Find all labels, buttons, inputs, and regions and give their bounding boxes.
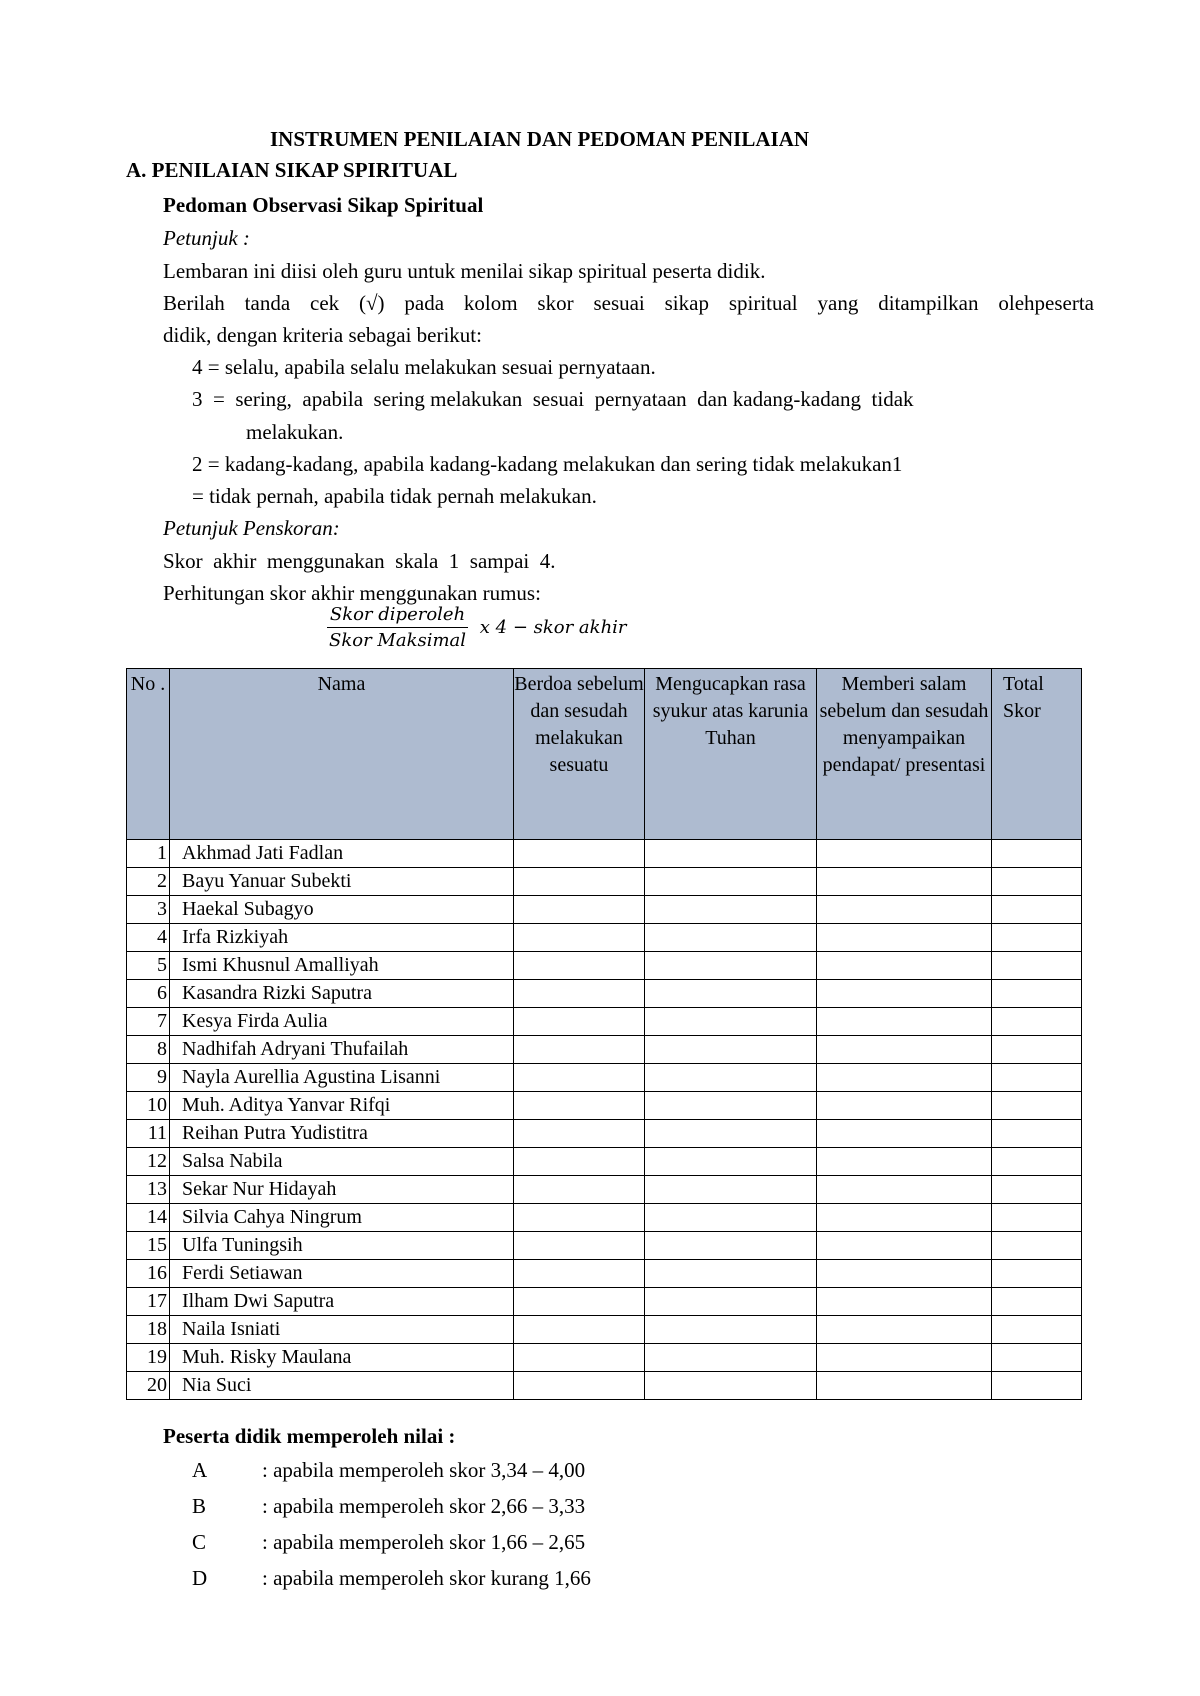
row-number: 20 bbox=[127, 1372, 170, 1400]
row-number: 2 bbox=[127, 868, 170, 896]
table-row bbox=[127, 1316, 1082, 1344]
student-name: Ismi Khusnul Amalliyah bbox=[170, 952, 514, 980]
total-score-cell bbox=[992, 924, 1082, 952]
berdoa-score-cell bbox=[514, 952, 645, 980]
table-header-row bbox=[127, 669, 1082, 840]
table-row bbox=[127, 1064, 1082, 1092]
berdoa-score-cell bbox=[514, 1008, 645, 1036]
row-number: 16 bbox=[127, 1260, 170, 1288]
formula-fraction bbox=[327, 604, 468, 651]
grade-text: : apabila memperoleh skor 2,66 – 3,33 bbox=[262, 1494, 586, 1518]
syukur-score-cell bbox=[645, 1344, 817, 1372]
syukur-score-cell bbox=[645, 1316, 817, 1344]
berdoa-score-cell bbox=[514, 1232, 645, 1260]
syukur-score-cell bbox=[645, 1008, 817, 1036]
row-number: 12 bbox=[127, 1148, 170, 1176]
row-number: 7 bbox=[127, 1008, 170, 1036]
header-nama: Nama bbox=[170, 669, 514, 840]
total-score-cell bbox=[992, 840, 1082, 868]
syukur-score-cell bbox=[645, 840, 817, 868]
salam-score-cell bbox=[817, 952, 992, 980]
student-name: Muh. Aditya Yanvar Rifqi bbox=[170, 1092, 514, 1120]
row-number: 6 bbox=[127, 980, 170, 1008]
syukur-score-cell bbox=[645, 1288, 817, 1316]
salam-score-cell bbox=[817, 840, 992, 868]
formula-numerator: Skor diperoleh bbox=[327, 604, 468, 628]
student-name: Irfa Rizkiyah bbox=[170, 924, 514, 952]
salam-score-cell bbox=[817, 980, 992, 1008]
instruction-line-1: Berilah tanda cek (√) pada kolom skor sesuai sikap spiritual yang ditampilkan olehpeserta bbox=[163, 291, 1094, 315]
syukur-score-cell bbox=[645, 1148, 817, 1176]
table-row bbox=[127, 1008, 1082, 1036]
row-number: 1 bbox=[127, 840, 170, 868]
student-name: Sekar Nur Hidayah bbox=[170, 1176, 514, 1204]
syukur-score-cell bbox=[645, 1036, 817, 1064]
row-number: 9 bbox=[127, 1064, 170, 1092]
row-number: 11 bbox=[127, 1120, 170, 1148]
header-syukur: Mengucapkan rasa syukur atas karunia Tuhan bbox=[645, 669, 817, 840]
salam-score-cell bbox=[817, 1176, 992, 1204]
grade-letter: B bbox=[192, 1494, 207, 1518]
berdoa-score-cell bbox=[514, 1204, 645, 1232]
student-name: Ilham Dwi Saputra bbox=[170, 1288, 514, 1316]
syukur-score-cell bbox=[645, 1372, 817, 1400]
total-score-cell bbox=[992, 868, 1082, 896]
syukur-score-cell bbox=[645, 1232, 817, 1260]
table-row bbox=[127, 1036, 1082, 1064]
formula-rest: x 4 − skor akhir bbox=[479, 617, 627, 638]
row-number: 4 bbox=[127, 924, 170, 952]
student-name: Bayu Yanuar Subekti bbox=[170, 868, 514, 896]
salam-score-cell bbox=[817, 1260, 992, 1288]
student-name: Ulfa Tuningsih bbox=[170, 1232, 514, 1260]
penskoran-label: Petunjuk Penskoran: bbox=[163, 516, 340, 540]
grade-letter: D bbox=[192, 1566, 208, 1590]
salam-score-cell bbox=[817, 1372, 992, 1400]
berdoa-score-cell bbox=[514, 1260, 645, 1288]
syukur-score-cell bbox=[645, 896, 817, 924]
row-number: 3 bbox=[127, 896, 170, 924]
total-score-cell bbox=[992, 980, 1082, 1008]
grade-text: : apabila memperoleh skor 3,34 – 4,00 bbox=[262, 1458, 586, 1482]
berdoa-score-cell bbox=[514, 1344, 645, 1372]
table-row bbox=[127, 952, 1082, 980]
total-score-cell bbox=[992, 1008, 1082, 1036]
salam-score-cell bbox=[817, 1204, 992, 1232]
berdoa-score-cell bbox=[514, 1372, 645, 1400]
student-name: Ferdi Setiawan bbox=[170, 1260, 514, 1288]
table-row bbox=[127, 1148, 1082, 1176]
petunjuk-label: Petunjuk : bbox=[163, 226, 250, 250]
total-score-cell bbox=[992, 1064, 1082, 1092]
formula-denominator: Skor Maksimal bbox=[329, 630, 467, 651]
salam-score-cell bbox=[817, 1008, 992, 1036]
criteria-4: 4 = selalu, apabila selalu melakukan sesuai pernyataan. bbox=[192, 355, 656, 379]
salam-score-cell bbox=[817, 1316, 992, 1344]
total-score-cell bbox=[992, 1232, 1082, 1260]
grade-text: : apabila memperoleh skor 1,66 – 2,65 bbox=[262, 1530, 586, 1554]
total-score-cell bbox=[992, 1148, 1082, 1176]
berdoa-score-cell bbox=[514, 896, 645, 924]
berdoa-score-cell bbox=[514, 1176, 645, 1204]
syukur-score-cell bbox=[645, 1176, 817, 1204]
student-name: Reihan Putra Yudistitra bbox=[170, 1120, 514, 1148]
score-formula bbox=[327, 604, 627, 651]
salam-score-cell bbox=[817, 1120, 992, 1148]
syukur-score-cell bbox=[645, 868, 817, 896]
student-name: Muh. Risky Maulana bbox=[170, 1344, 514, 1372]
salam-score-cell bbox=[817, 1092, 992, 1120]
formula-intro: Perhitungan skor akhir menggunakan rumus: bbox=[163, 581, 541, 605]
document-title: INSTRUMEN PENILAIAN DAN PEDOMAN PENILAIAN bbox=[270, 127, 810, 151]
table-row bbox=[127, 1344, 1082, 1372]
syukur-score-cell bbox=[645, 1120, 817, 1148]
student-name: Silvia Cahya Ningrum bbox=[170, 1204, 514, 1232]
syukur-score-cell bbox=[645, 980, 817, 1008]
grade-text: : apabila memperoleh skor kurang 1,66 bbox=[262, 1566, 591, 1590]
syukur-score-cell bbox=[645, 1064, 817, 1092]
syukur-score-cell bbox=[645, 952, 817, 980]
criteria-3-line-1: 3 = sering, apabila sering melakukan sesuai pernyataan dan kadang-kadang tidak bbox=[192, 387, 914, 411]
criteria-3-line-2: melakukan. bbox=[246, 420, 344, 444]
student-name: Naila Isniati bbox=[170, 1316, 514, 1344]
table-row bbox=[127, 1176, 1082, 1204]
berdoa-score-cell bbox=[514, 924, 645, 952]
table-row bbox=[127, 1204, 1082, 1232]
salam-score-cell bbox=[817, 1148, 992, 1176]
total-score-cell bbox=[992, 1316, 1082, 1344]
berdoa-score-cell bbox=[514, 1120, 645, 1148]
syukur-score-cell bbox=[645, 1260, 817, 1288]
table-row bbox=[127, 868, 1082, 896]
syukur-score-cell bbox=[645, 1092, 817, 1120]
intro-line: Lembaran ini diisi oleh guru untuk menilai sikap spiritual peserta didik. bbox=[163, 259, 766, 283]
header-salam: Memberi salam sebelum dan sesudah menyampaikan pendapat/ presentasi bbox=[817, 669, 992, 840]
total-score-cell bbox=[992, 1176, 1082, 1204]
syukur-score-cell bbox=[645, 924, 817, 952]
total-score-cell bbox=[992, 1260, 1082, 1288]
berdoa-score-cell bbox=[514, 1148, 645, 1176]
row-number: 10 bbox=[127, 1092, 170, 1120]
syukur-score-cell bbox=[645, 1204, 817, 1232]
table-row bbox=[127, 1092, 1082, 1120]
berdoa-score-cell bbox=[514, 1288, 645, 1316]
table-row bbox=[127, 840, 1082, 868]
subheading: Pedoman Observasi Sikap Spiritual bbox=[163, 193, 484, 217]
grade-letter: C bbox=[192, 1530, 207, 1554]
score-table bbox=[126, 668, 1082, 1400]
salam-score-cell bbox=[817, 1036, 992, 1064]
row-number: 15 bbox=[127, 1232, 170, 1260]
berdoa-score-cell bbox=[514, 1092, 645, 1120]
table-row bbox=[127, 924, 1082, 952]
row-number: 19 bbox=[127, 1344, 170, 1372]
instruction-line-2: didik, dengan kriteria sebagai berikut: bbox=[163, 323, 482, 347]
student-name: Kasandra Rizki Saputra bbox=[170, 980, 514, 1008]
row-number: 13 bbox=[127, 1176, 170, 1204]
total-score-cell bbox=[992, 1372, 1082, 1400]
total-score-cell bbox=[992, 1036, 1082, 1064]
row-number: 5 bbox=[127, 952, 170, 980]
header-berdoa: Berdoa sebelum dan sesudah melakukan sesuatu bbox=[514, 669, 645, 840]
row-number: 14 bbox=[127, 1204, 170, 1232]
salam-score-cell bbox=[817, 868, 992, 896]
salam-score-cell bbox=[817, 896, 992, 924]
row-number: 8 bbox=[127, 1036, 170, 1064]
table-row bbox=[127, 1232, 1082, 1260]
berdoa-score-cell bbox=[514, 1036, 645, 1064]
salam-score-cell bbox=[817, 1064, 992, 1092]
berdoa-score-cell bbox=[514, 840, 645, 868]
table-row bbox=[127, 896, 1082, 924]
table-row bbox=[127, 1372, 1082, 1400]
table-row bbox=[127, 1120, 1082, 1148]
student-name: Nia Suci bbox=[170, 1372, 514, 1400]
student-name: Nayla Aurellia Agustina Lisanni bbox=[170, 1064, 514, 1092]
total-score-cell bbox=[992, 1204, 1082, 1232]
total-score-cell bbox=[992, 1120, 1082, 1148]
nilai-heading: Peserta didik memperoleh nilai : bbox=[163, 1424, 456, 1448]
criteria-2: 2 = kadang-kadang, apabila kadang-kadang melakukan dan sering tidak melakukan1 bbox=[192, 452, 903, 476]
criteria-1: = tidak pernah, apabila tidak pernah melakukan. bbox=[192, 484, 597, 508]
student-name: Haekal Subagyo bbox=[170, 896, 514, 924]
table-row bbox=[127, 1288, 1082, 1316]
berdoa-score-cell bbox=[514, 1316, 645, 1344]
total-score-cell bbox=[992, 1092, 1082, 1120]
row-number: 18 bbox=[127, 1316, 170, 1344]
section-a-heading: A. PENILAIAN SIKAP SPIRITUAL bbox=[126, 158, 458, 182]
header-no: No . bbox=[127, 669, 170, 840]
table-row bbox=[127, 1260, 1082, 1288]
student-name: Kesya Firda Aulia bbox=[170, 1008, 514, 1036]
scale-line: Skor akhir menggunakan skala 1 sampai 4. bbox=[163, 549, 556, 573]
table-row bbox=[127, 980, 1082, 1008]
grade-letter: A bbox=[192, 1458, 208, 1482]
berdoa-score-cell bbox=[514, 1064, 645, 1092]
total-score-cell bbox=[992, 896, 1082, 924]
berdoa-score-cell bbox=[514, 980, 645, 1008]
salam-score-cell bbox=[817, 1344, 992, 1372]
student-name: Nadhifah Adryani Thufailah bbox=[170, 1036, 514, 1064]
header-total-skor: Total Skor bbox=[992, 669, 1082, 840]
row-number: 17 bbox=[127, 1288, 170, 1316]
student-name: Akhmad Jati Fadlan bbox=[170, 840, 514, 868]
salam-score-cell bbox=[817, 1232, 992, 1260]
student-name: Salsa Nabila bbox=[170, 1148, 514, 1176]
total-score-cell bbox=[992, 1344, 1082, 1372]
salam-score-cell bbox=[817, 1288, 992, 1316]
total-score-cell bbox=[992, 1288, 1082, 1316]
salam-score-cell bbox=[817, 924, 992, 952]
total-score-cell bbox=[992, 952, 1082, 980]
berdoa-score-cell bbox=[514, 868, 645, 896]
